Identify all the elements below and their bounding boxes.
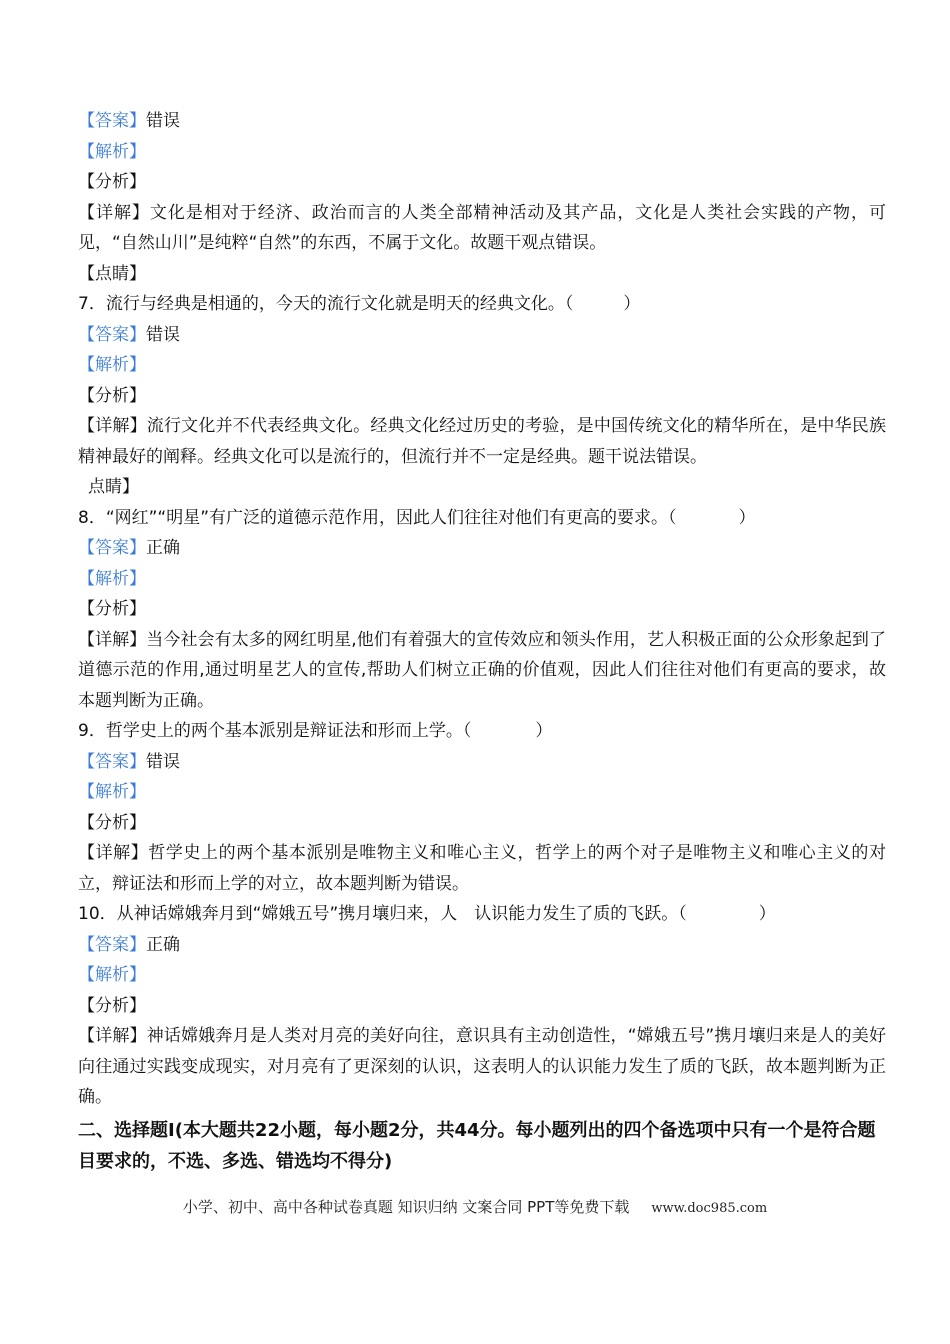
footer-url: www.doc985.com	[651, 1201, 768, 1216]
q10-question	[78, 899, 886, 930]
answer-tag: 【答案】	[78, 934, 146, 955]
paren-close: ）	[623, 294, 641, 314]
footer-text: 小学、初中、高中各种试卷真题 知识归纳 文案合同 PPT等免费下载	[182, 1198, 630, 1216]
q8-analysis-tag: 【解析】	[78, 568, 146, 589]
paren-close: ）	[535, 721, 553, 741]
answer-value: 正确	[146, 934, 180, 955]
answer-tag: 【答案】	[78, 538, 146, 558]
q9-detail: 【详解】哲学史上的两个基本派别是唯物主义和唯心主义，哲学上的两个对子是唯物主义和唯心主义的对立，辩证法和形而上学的对立，故本题判断为错误。	[78, 843, 886, 894]
answer-tag: 【答案】	[78, 111, 146, 131]
q10-detail: 【详解】神话嫦娥奔月是人类对月亮的美好向往，意识具有主动创造性，“嫦娥五号”携月壤归来是人的美好向往通过实践变成现实，对月亮有了更深刻的认识，这表明人的认识能力发生了质的飞跃，故本题判断为正确。	[78, 1026, 886, 1107]
paren-close: ）	[738, 507, 756, 528]
answer-value: 错误	[146, 111, 180, 131]
document-body	[78, 106, 886, 1177]
q7-analysis-tag: 【解析】	[78, 355, 146, 375]
q6-detail: 【详解】文化是相对于经济、政治而言的人类全部精神活动及其产品，文化是人类社会实践的产物，可见，“自然山川”是纯粹“自然”的东西，不属于文化。故题干观点错误。	[78, 202, 886, 253]
q8-answer	[78, 533, 886, 564]
q9-answer	[78, 747, 886, 778]
paren-close: ）	[758, 904, 776, 924]
q10-answer	[78, 930, 886, 961]
q7-fenxi: 【分析】	[78, 385, 146, 406]
q8-detail: 【详解】当今社会有太多的网红明星,他们有着强大的宣传效应和领头作用，艺人积极正面的公众形象起到了道德示范的作用,通过明星艺人的宣传,帮助人们树立正确的价值观，因此人们往往对他们有更高的要求，故本题判断为正确。	[78, 629, 886, 711]
q9-fenxi: 【分析】	[78, 812, 146, 833]
answer-value: 错误	[146, 751, 180, 772]
q7-dianjing: 点睛】	[88, 477, 139, 497]
q9-question	[78, 716, 886, 747]
section-heading: 二、选择题Ⅰ(本大题共22小题，每小题2分，共44分。每小题列出的四个备选项中只有一个是符合题目要求的，不选、多选、错选均不得分)	[78, 1119, 876, 1172]
q10-fenxi: 【分析】	[78, 995, 146, 1016]
q6-fenxi: 【分析】	[78, 172, 146, 192]
q9-analysis-tag: 【解析】	[78, 782, 146, 802]
q7-answer	[78, 320, 886, 351]
answer-value: 正确	[146, 538, 180, 558]
q6-analysis-tag: 【解析】	[78, 141, 146, 162]
q7-question	[78, 289, 886, 320]
q7-detail: 【详解】流行文化并不代表经典文化。经典文化经过历史的考验，是中国传统文化的精华所在，是中华民族精神最好的阐释。经典文化可以是流行的，但流行并不一定是经典。题干说法错误。	[78, 416, 886, 467]
q6-dianjing: 【点睛】	[78, 263, 146, 284]
question-text: 9．哲学史上的两个基本派别是辩证法和形而上学。（	[78, 721, 472, 741]
answer-tag: 【答案】	[78, 751, 146, 772]
question-text: 7．流行与经典是相通的，今天的流行文化就是明天的经典文化。（	[78, 294, 574, 314]
question-text: 8．“网红”“明星”有广泛的道德示范作用，因此人们往往对他们有更高的要求。（	[78, 507, 677, 528]
question-text: 10．从神话嫦娥奔月到“嫦娥五号”携月壤归来，人 认识能力发生了质的飞跃。（	[78, 904, 687, 924]
answer-tag: 【答案】	[78, 324, 146, 345]
page-footer	[0, 1196, 950, 1217]
q8-question	[78, 503, 886, 534]
q10-analysis-tag: 【解析】	[78, 965, 146, 985]
q8-fenxi: 【分析】	[78, 599, 146, 619]
answer-value: 错误	[146, 324, 180, 345]
q6-answer	[78, 106, 886, 137]
